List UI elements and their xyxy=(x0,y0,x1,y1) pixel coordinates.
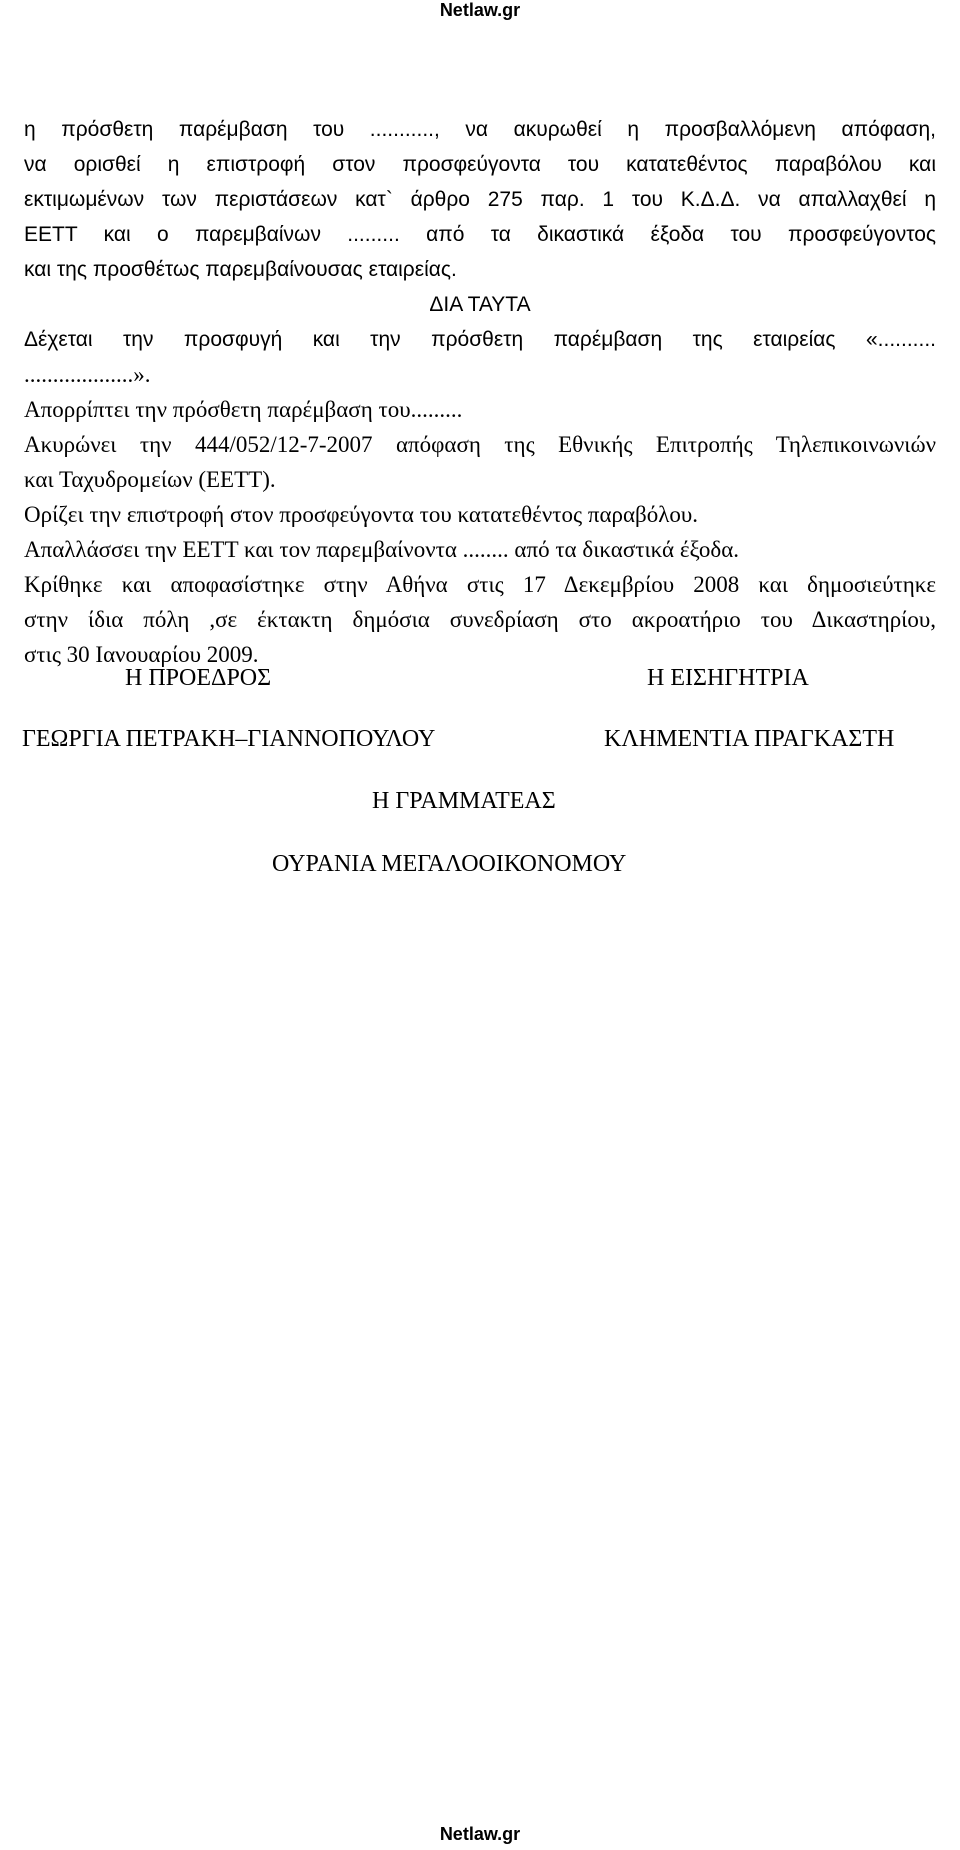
president-title: Η ΠΡΟΕΔΡΟΣ xyxy=(125,665,272,691)
text-line: και Ταχυδρομείων (ΕΕΤΤ). xyxy=(24,467,276,492)
text-line: στις 30 Ιανουαρίου 2009. xyxy=(24,642,259,667)
text-line: να ορισθεί η επιστροφή στον προσφεύγοντα του κατατεθέντος παραβόλου και xyxy=(24,153,936,176)
text-line: Κρίθηκε και αποφασίστηκε στην Αθήνα στις 17 Δεκεμβρίου 2008 και δημοσιεύτηκε xyxy=(24,572,936,597)
text-line: Δέχεται την προσφυγή και την πρόσθετη παρέμβαση της εταιρείας «.......... xyxy=(24,328,936,351)
text-line: Απορρίπτει την πρόσθετη παρέμβαση του......... xyxy=(24,397,463,422)
text-line: στην ίδια πόλη ,σε έκτακτη δημόσια συνεδρίαση στο ακροατήριο του Δικαστηρίου, xyxy=(24,607,936,632)
page-header: Netlaw.gr xyxy=(439,0,521,20)
rapporteur-name: ΚΛΗΜΕΝΤΙΑ ΠΡΑΓΚΑΣΤΗ xyxy=(604,726,895,752)
text-line: ΕΕΤΤ και ο παρεμβαίνων ......... από τα δικαστικά έξοδα του προσφεύγοντος xyxy=(24,223,936,246)
page-footer: Netlaw.gr xyxy=(439,1824,521,1844)
text-line: η πρόσθετη παρέμβαση του ..........., να ακυρωθεί η προσβαλλόμενη απόφαση, xyxy=(24,118,936,141)
president-name: ΓΕΩΡΓΙΑ ΠΕΤΡΑΚΗ–ΓΙΑΝΝΟΠΟΥΛΟΥ xyxy=(22,726,436,752)
secretary-title: Η ΓΡΑΜΜΑΤΕΑΣ xyxy=(372,788,556,814)
text-line: Απαλλάσσει την ΕΕΤΤ και τον παρεμβαίνοντα ........ από τα δικαστικά έξοδα. xyxy=(24,537,740,562)
rapporteur-title: Η ΕΙΣΗΓΗΤΡΙΑ xyxy=(647,665,809,691)
text-line: εκτιμωμένων των περιστάσεων κατ` άρθρο 275 παρ. 1 του Κ.Δ.Δ. να απαλλαχθεί η xyxy=(24,188,936,211)
text-line: και της προσθέτως παρεμβαίνουσας εταιρείας. xyxy=(24,258,457,281)
section-heading: ΔΙΑ ΤΑΥΤΑ xyxy=(429,293,531,316)
text-line: Ακυρώνει την 444/052/12-7-2007 απόφαση της Εθνικής Επιτροπής Τηλεπικοινωνιών xyxy=(24,432,936,457)
secretary-name: ΟΥΡΑΝΙΑ ΜΕΓΑΛΟΟΙΚΟΝΟΜΟΥ xyxy=(272,851,627,877)
text-line: ...................». xyxy=(24,362,151,387)
judgment-text xyxy=(24,112,936,672)
text-line: Ορίζει την επιστροφή στον προσφεύγοντα του κατατεθέντος παραβόλου. xyxy=(24,502,699,527)
